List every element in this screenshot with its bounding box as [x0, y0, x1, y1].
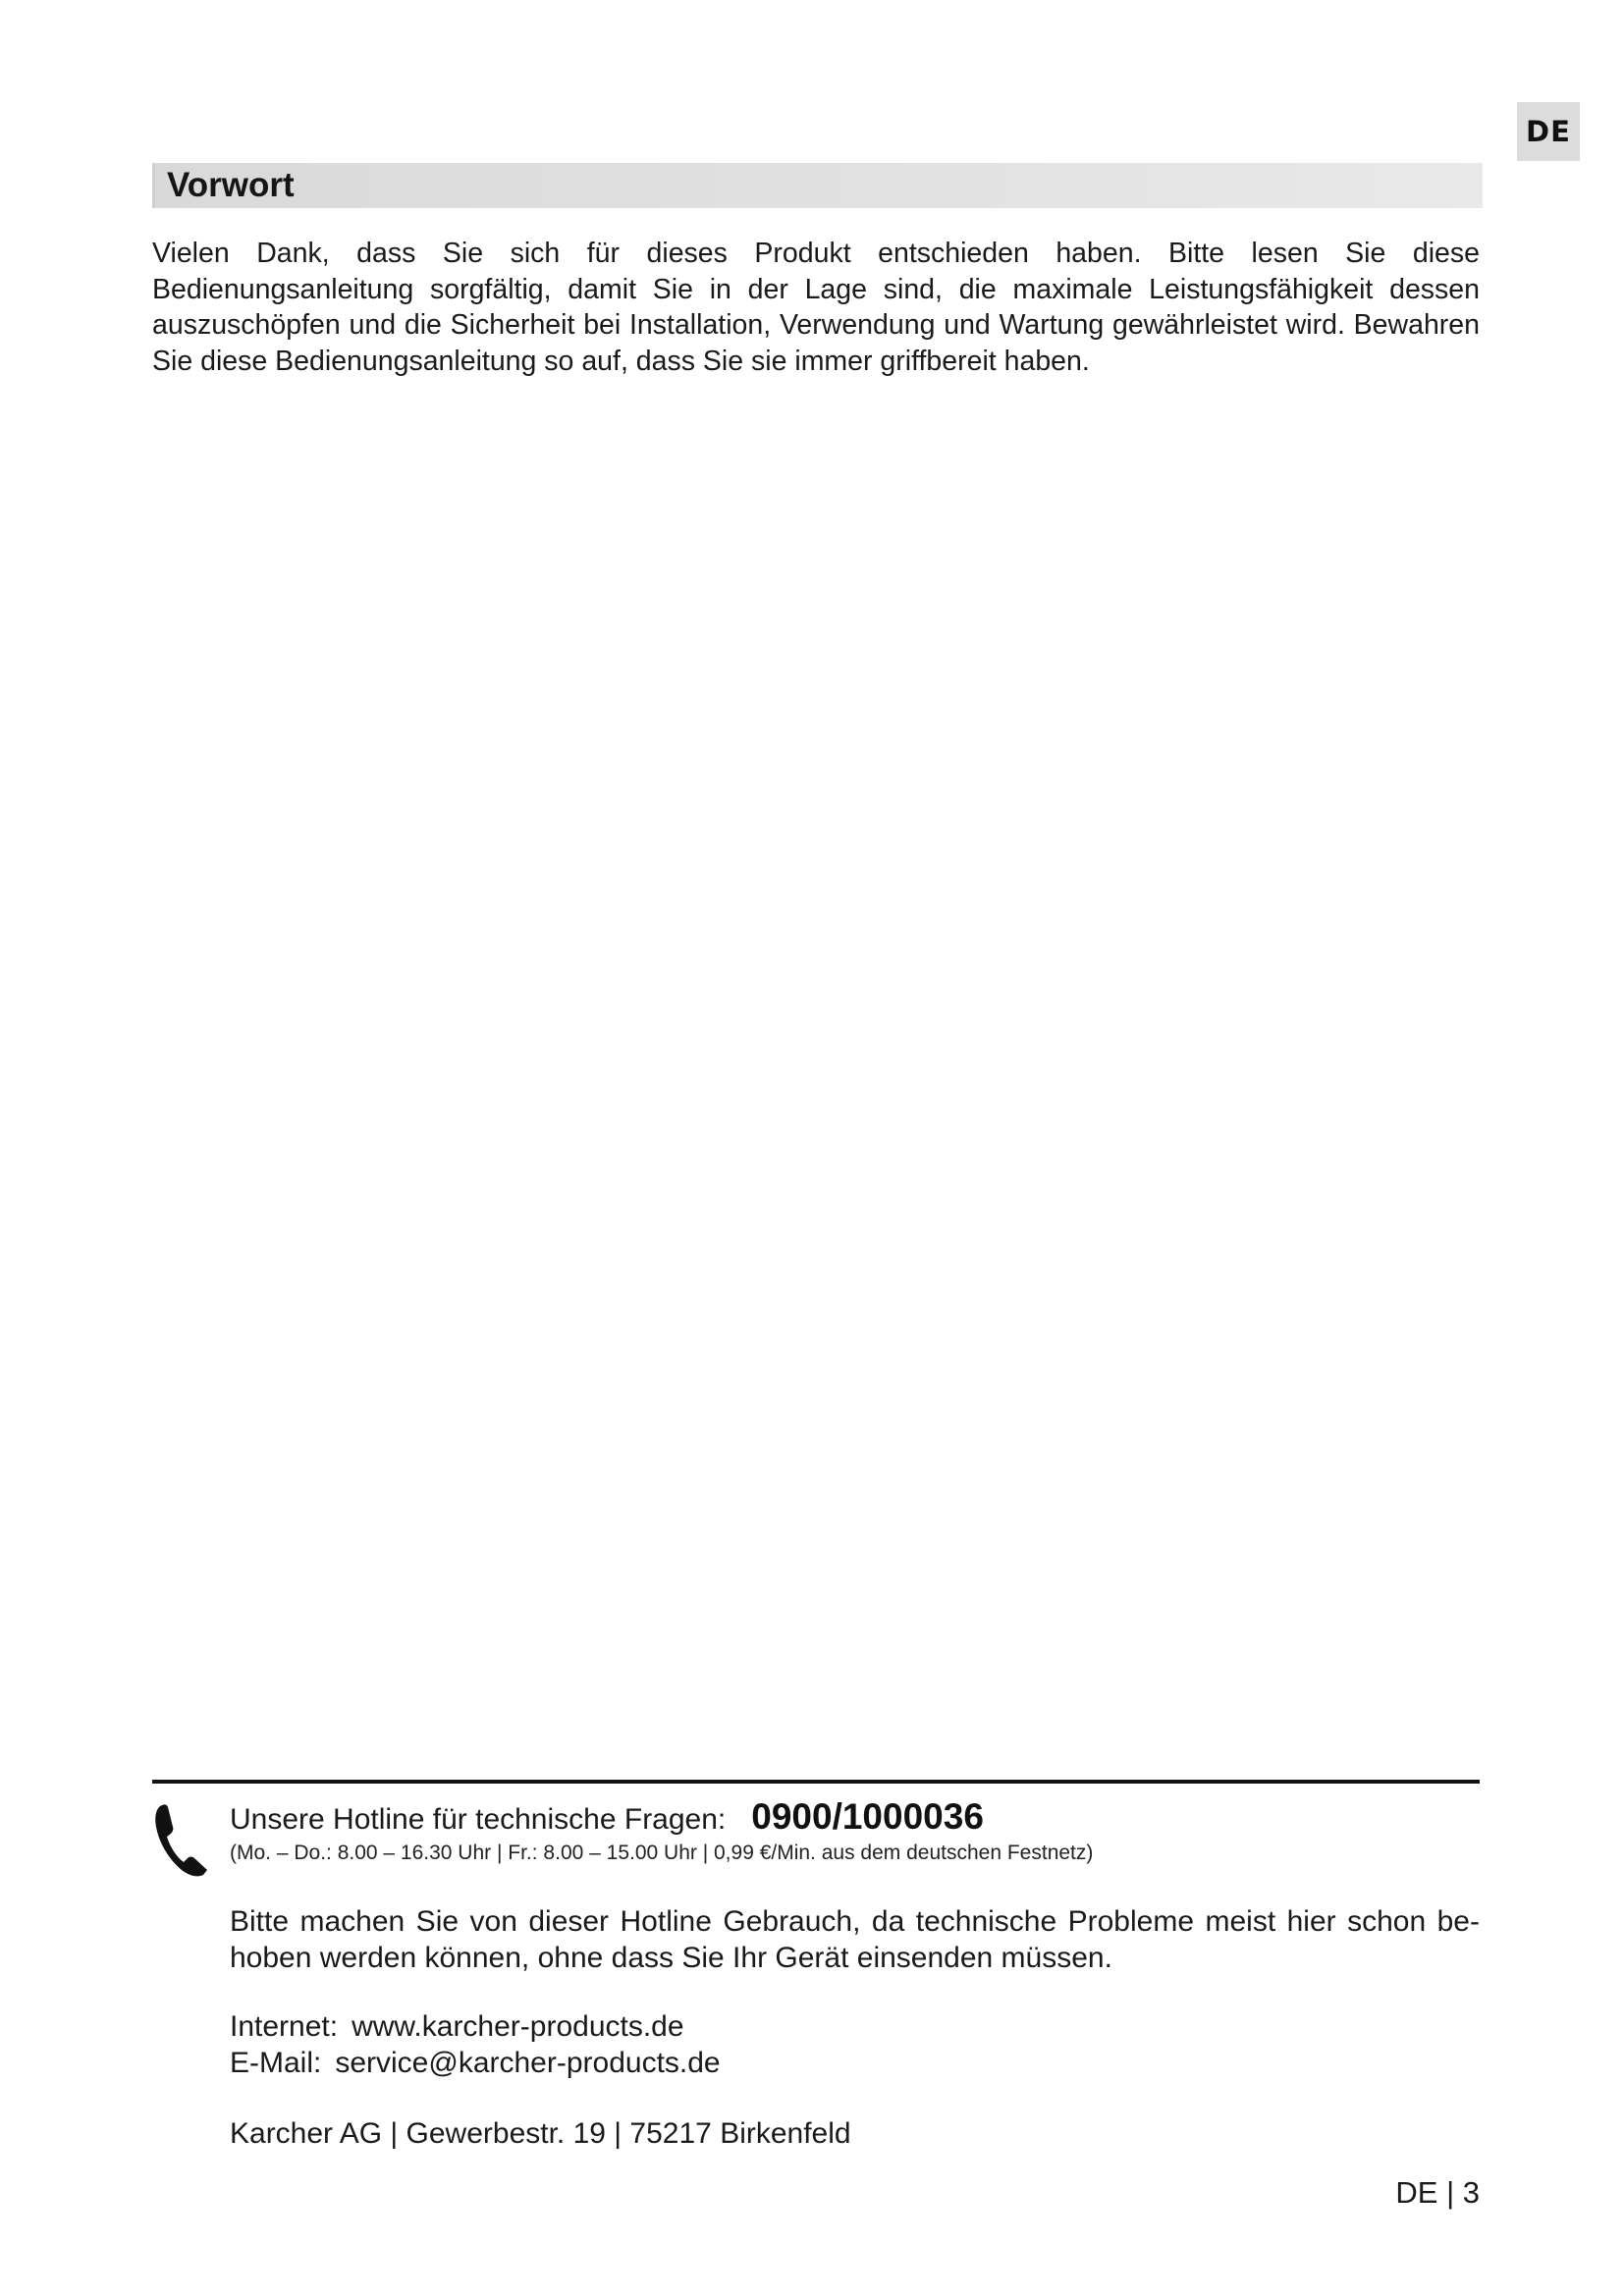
hotline-hours: (Mo. – Do.: 8.00 – 16.30 Uhr | Fr.: 8.00 – 15.00 Uhr | 0,99 €/Min. aus dem deutschen Festnetz)	[230, 1842, 1094, 1864]
language-tab: DE	[1517, 102, 1580, 161]
internet-label: Internet:	[230, 2010, 339, 2043]
hotline-divider	[152, 1780, 1480, 1784]
email-link[interactable]: service@karcher-products.de	[335, 2047, 721, 2079]
intro-text: Vielen Dank, dass Sie sich für dieses Produkt entschieden haben. Bitte lesen Sie diese Bedienungsanleitung sorgfältig, damit Sie in der Lage sind, die maximale Leistungsfähigkeit dessen auszuschöpfen und die Sicherheit bei Installation, Verwendung und Wartung gewährleistet wird. Bewahren Sie diese Bedienungsanleitung so auf, dass Sie sie immer griffbereit haben.	[152, 238, 1480, 377]
section-title: Vorwort	[167, 166, 295, 204]
email-label: E-Mail:	[230, 2047, 322, 2079]
email-row	[230, 2045, 1480, 2081]
company-address: Karcher AG | Gewerbestr. 19 | 75217 Birkenfeld	[230, 2117, 851, 2150]
hotline-hint-text: Bitte machen Sie von dieser Hotline Gebrauch, da technische Probleme meist hier schon be-hoben werden können, ohne dass Sie Ihr Gerät einsenden müssen.	[230, 1905, 1480, 1974]
internet-row	[230, 2008, 1480, 2045]
hotline-number: 0900/1000036	[751, 1796, 984, 1837]
section-header	[152, 163, 1483, 208]
intro-paragraph	[152, 236, 1480, 379]
page-number: DE | 3	[1395, 2175, 1480, 2210]
internet-link[interactable]: www.karcher-products.de	[352, 2010, 684, 2043]
phone-icon	[152, 1799, 211, 1880]
contact-info	[230, 2008, 1480, 2081]
hotline-hint	[230, 1903, 1480, 1976]
hotline-label: Unsere Hotline für technische Fragen:	[230, 1803, 727, 1836]
hotline-block	[230, 1796, 1480, 1865]
